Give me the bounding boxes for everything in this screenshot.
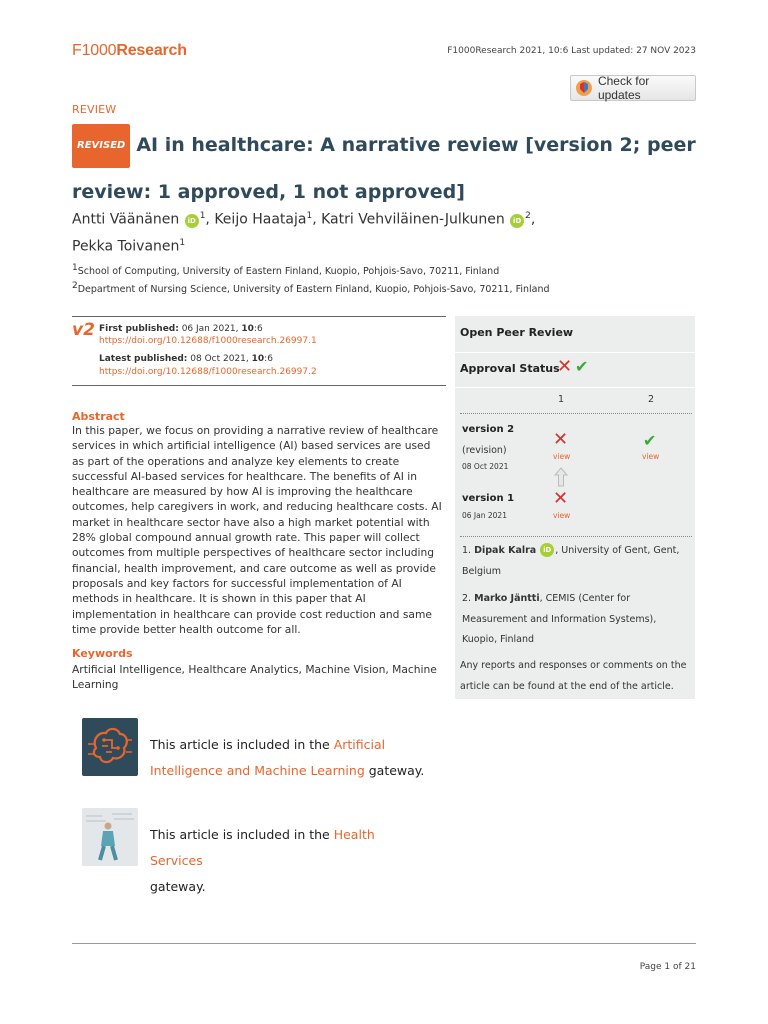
- not-approved-icon[interactable]: ✕: [553, 488, 569, 509]
- author-name[interactable]: Katri Vehviläinen-Julkunen: [321, 211, 505, 228]
- open-peer-review-heading: Open Peer Review: [460, 326, 574, 339]
- approval-status-label: Approval Status: [460, 362, 560, 375]
- first-published: [99, 323, 263, 335]
- latest-published-issue: :6: [264, 354, 273, 364]
- approved-icon[interactable]: ✔: [643, 431, 657, 450]
- view-report-link[interactable]: view: [553, 452, 571, 461]
- reviewer-1: [462, 541, 692, 582]
- abstract-heading: Abstract: [72, 410, 125, 423]
- title-main: AI in healthcare: A narrative review: [136, 134, 519, 156]
- reviewer-2: [462, 589, 692, 651]
- latest-published: [99, 353, 273, 365]
- view-report-link[interactable]: view: [642, 452, 660, 461]
- reviewer-name[interactable]: Dipak Kalra: [474, 545, 537, 556]
- ai-gateway-text: [150, 732, 430, 784]
- author-affiliation-sup: 2: [525, 211, 531, 221]
- orcid-icon[interactable]: iD: [540, 543, 554, 557]
- version-1-date: 06 Jan 2021: [462, 511, 507, 520]
- ai-gateway-link[interactable]: Artificial Intelligence and Machine Learning: [150, 737, 386, 778]
- revised-badge: REVISED: [72, 124, 130, 168]
- table-divider: [460, 413, 692, 414]
- affiliation-sup: 2: [72, 281, 78, 292]
- table-divider: [460, 536, 692, 537]
- reviewer-column-1: 1: [558, 394, 565, 405]
- version-1-label: version 1: [462, 493, 515, 504]
- affiliations: [72, 261, 550, 297]
- reviewer-name[interactable]: Marko Jäntti: [474, 593, 540, 604]
- page-number: Page 1 of 21: [639, 962, 696, 972]
- latest-published-date: 08 Oct 2021,: [187, 354, 252, 364]
- first-published-date: 06 Jan 2021,: [178, 324, 242, 334]
- latest-published-volume: 10: [251, 354, 265, 364]
- gateway-prefix: This article is included in the: [150, 827, 334, 842]
- version-2-note: (revision): [462, 445, 507, 456]
- arrow-up-icon: [554, 467, 568, 487]
- version-2-label: version 2: [462, 424, 515, 435]
- panel-divider: [455, 387, 695, 388]
- author-name[interactable]: Antti Väänänen: [72, 211, 180, 228]
- reviewer-affiliation: , University of Gent, Gent, Belgium: [462, 545, 680, 577]
- view-report-link[interactable]: view: [553, 511, 571, 520]
- reviewer-number: 1.: [462, 545, 472, 556]
- reviewer-affiliation: , CEMIS (Center for Measurement and Information Systems), Kuopio, Finland: [462, 593, 657, 645]
- gateway-prefix: This article is included in the: [150, 737, 334, 752]
- not-approved-icon: ✕: [557, 356, 573, 377]
- gateway-suffix: gateway.: [364, 763, 425, 778]
- panel-divider: [455, 352, 695, 353]
- author-affiliation-sup: 1: [306, 211, 313, 221]
- brain-circuit-icon: [82, 718, 138, 776]
- title-status: [version 2; peer review: 1 approved, 1 not approved]: [72, 134, 696, 203]
- first-doi-link[interactable]: https://doi.org/10.12688/f1000research.26997.1: [99, 336, 317, 346]
- version-2-date: 08 Oct 2021: [462, 462, 509, 471]
- author-list: Antti Väänänen iD $^1$, Keijo Haataja$^1$, Katri Vehviläinen-Julkunen iD $^2$, Pekka Toivanen$^1$: [72, 211, 536, 255]
- f1000research-logo[interactable]: [72, 42, 187, 60]
- latest-published-label: Latest published:: [99, 354, 188, 364]
- header-meta: F1000Research 2021, 10:6 Last updated: 27 NOV 2023: [447, 46, 696, 56]
- ai-gateway-image[interactable]: [82, 718, 138, 776]
- reviewer-column-2: 2: [648, 394, 655, 405]
- article-title: [72, 124, 702, 213]
- footer-divider: [72, 943, 696, 944]
- panel-note: Any reports and responses or comments on the article can be found at the end of the article.: [460, 660, 687, 692]
- affiliation-item: [72, 261, 550, 279]
- first-published-label: First published:: [99, 324, 179, 334]
- author-name[interactable]: Keijo Haataja: [214, 211, 307, 228]
- version-label: v2: [72, 320, 95, 340]
- approved-icon: ✔: [575, 357, 589, 376]
- health-services-gateway-image[interactable]: [82, 808, 138, 866]
- author-affiliation-sup: 1: [179, 237, 186, 248]
- logo-f1000: F1000: [72, 42, 117, 59]
- clinician-walking-icon: [82, 808, 138, 866]
- abstract-text: In this paper, we focus on providing a narrative review of healthcare services in which artificial intelligence (AI) based services are used as part of the operations and analyze key elements to create successful AI-based services for healthcare. The benefits of AI in healthcare are measured by how AI is improving the healthcare outcomes, help caregivers in work, and reducing healthcare costs. AI market in healthcare sector have also a high market potential with 28% global compound annual growth rate. This paper will collect outcomes from multiple perspectives of healthcare sector including financial, health improvement, and care outcome as well as provide proposals and key factors for successful implementation of AI methods in healthcare. It is shown in this paper that AI implementation in healthcare can provide cost reduction and same time provide better health outcome for all.: [72, 424, 442, 636]
- health-gateway-text: [150, 822, 430, 900]
- article-type: REVIEW: [72, 103, 117, 116]
- orcid-icon[interactable]: iD: [510, 214, 524, 228]
- affiliation-text: Department of Nursing Science, University of Eastern Finland, Kuopio, Pohjois-Savo, 70211, Finland: [77, 284, 550, 296]
- affiliation-item: [72, 279, 550, 297]
- latest-doi-link[interactable]: https://doi.org/10.12688/f1000research.26997.2: [99, 367, 317, 377]
- check-for-updates-button[interactable]: [570, 75, 696, 101]
- orcid-icon[interactable]: iD: [185, 214, 199, 228]
- author-name[interactable]: Pekka Toivanen: [72, 238, 180, 255]
- first-published-volume: 10: [241, 324, 254, 334]
- not-approved-icon[interactable]: ✕: [553, 429, 569, 450]
- author-affiliation-sup: 1: [199, 211, 206, 221]
- keywords-heading: Keywords: [72, 647, 133, 660]
- affiliation-sup: 1: [72, 263, 78, 273]
- crossmark-icon: [575, 79, 593, 97]
- check-for-updates-label: Check for updates: [597, 74, 650, 102]
- gateway-suffix: gateway.: [150, 879, 206, 894]
- logo-research: Research: [116, 42, 187, 59]
- reviewer-number: 2.: [462, 593, 472, 604]
- affiliation-text: School of Computing, University of Eastern Finland, Kuopio, Pohjois-Savo, 70211, Finland: [77, 266, 500, 278]
- first-published-issue: :6: [253, 324, 263, 334]
- keywords-text: Artificial Intelligence, Healthcare Analytics, Machine Vision, Machine Learning: [72, 663, 437, 692]
- health-services-gateway-link[interactable]: Health Services: [150, 827, 375, 868]
